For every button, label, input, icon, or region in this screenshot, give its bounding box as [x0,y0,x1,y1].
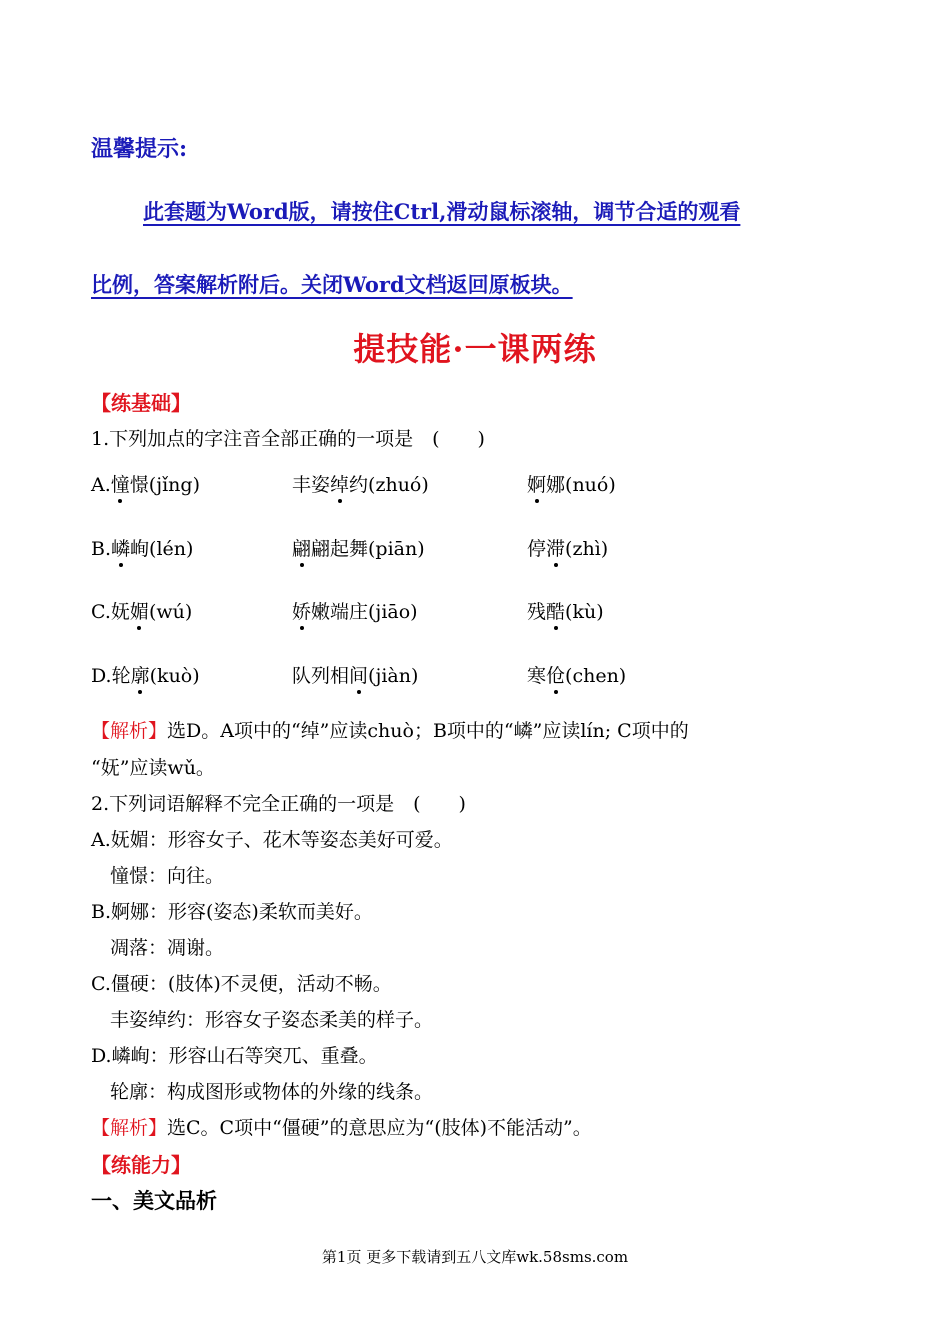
tip-line-2: 比例，答案解析附后。关闭Word文档返回原板块。 [91,272,573,297]
q2-line: C.僵硬：(肢体)不灵便，活动不畅。 [91,973,392,995]
q1-option-c-2: 娇嫩端庄(jiāo) [292,597,418,624]
q1-option-d: D.轮廓(kuò) [91,661,200,688]
dotted-char: 娇 [292,597,311,624]
dotted-char: 滞 [546,534,565,561]
dotted-char: 绰 [330,470,349,497]
q2-line: D.嶙峋：形容山石等突兀、重叠。 [91,1045,378,1067]
q1-option-a-3: 婀娜(nuó) [527,470,616,497]
dotted-char: 媚 [130,597,149,624]
page-title: 提技能·一课两练 [353,330,597,368]
q1-analysis-line-2: “妩”应读wǔ。 [91,757,215,779]
q1-option-d-3: 寒伧(chen) [527,661,626,688]
section-ability: 【练能力】 [91,1153,191,1177]
q1-option-a: A.憧憬(jǐng) [91,470,200,497]
tip-title: 温馨提示: [91,136,188,162]
q2-line: 凋落：凋谢。 [91,937,225,959]
q2-line: 丰姿绰约：形容女子姿态柔美的样子。 [91,1009,434,1031]
q1-option-b-3: 停滞(zhì) [527,534,608,561]
q1-option-c: C.妩媚(wú) [91,597,192,624]
dotted-char: 伧 [546,661,565,688]
dotted-char: 憧 [111,470,130,497]
q2-line: 憧憬：向往。 [91,865,225,887]
q1-analysis-line-1: 【解析】选D。A项中的“绰”应读chuò；B项中的“嶙”应读lín; C项中的 [91,720,689,742]
analysis-tag: 【解析】 [91,1117,168,1139]
q2-line: B.婀娜：形容(姿态)柔软而美好。 [91,901,373,923]
dotted-char: 廓 [131,661,150,688]
subheading: 一、美文品析 [91,1188,217,1213]
q2-stem: 2.下列词语解释不完全正确的一项是 ( ) [91,793,466,815]
q1-stem: 1.下列加点的字注音全部正确的一项是 ( ) [91,428,485,450]
page-footer: 第1页 更多下载请到五八文库wk.58sms.com [321,1248,629,1266]
q2-line: A.妩媚：形容女子、花木等姿态美好可爱。 [91,829,453,851]
q1-option-b: B.嶙峋(lén) [91,534,193,561]
dotted-char: 翩 [292,534,311,561]
q1-option-a-2: 丰姿绰约(zhuó) [292,470,429,497]
q1-option-b-2: 翩翩起舞(piān) [292,534,425,561]
q2-line: 轮廓：构成图形或物体的外缘的线条。 [91,1081,434,1103]
dotted-char: 酷 [546,597,565,624]
dotted-char: 婀 [527,470,546,497]
q1-option-d-2: 队列相间(jiàn) [292,661,418,688]
q2-analysis: 【解析】选C。C项中“僵硬”的意思应为“(肢体)不能活动”。 [91,1117,592,1139]
tip-line-1: 此套题为Word版，请按住Ctrl,滑动鼠标滚轴，调节合适的观看 [143,199,741,224]
section-basic: 【练基础】 [91,391,191,415]
dotted-char: 嶙 [111,534,130,561]
dotted-char: 间 [349,661,368,688]
analysis-tag: 【解析】 [91,720,168,742]
q1-option-c-3: 残酷(kù) [527,597,604,624]
